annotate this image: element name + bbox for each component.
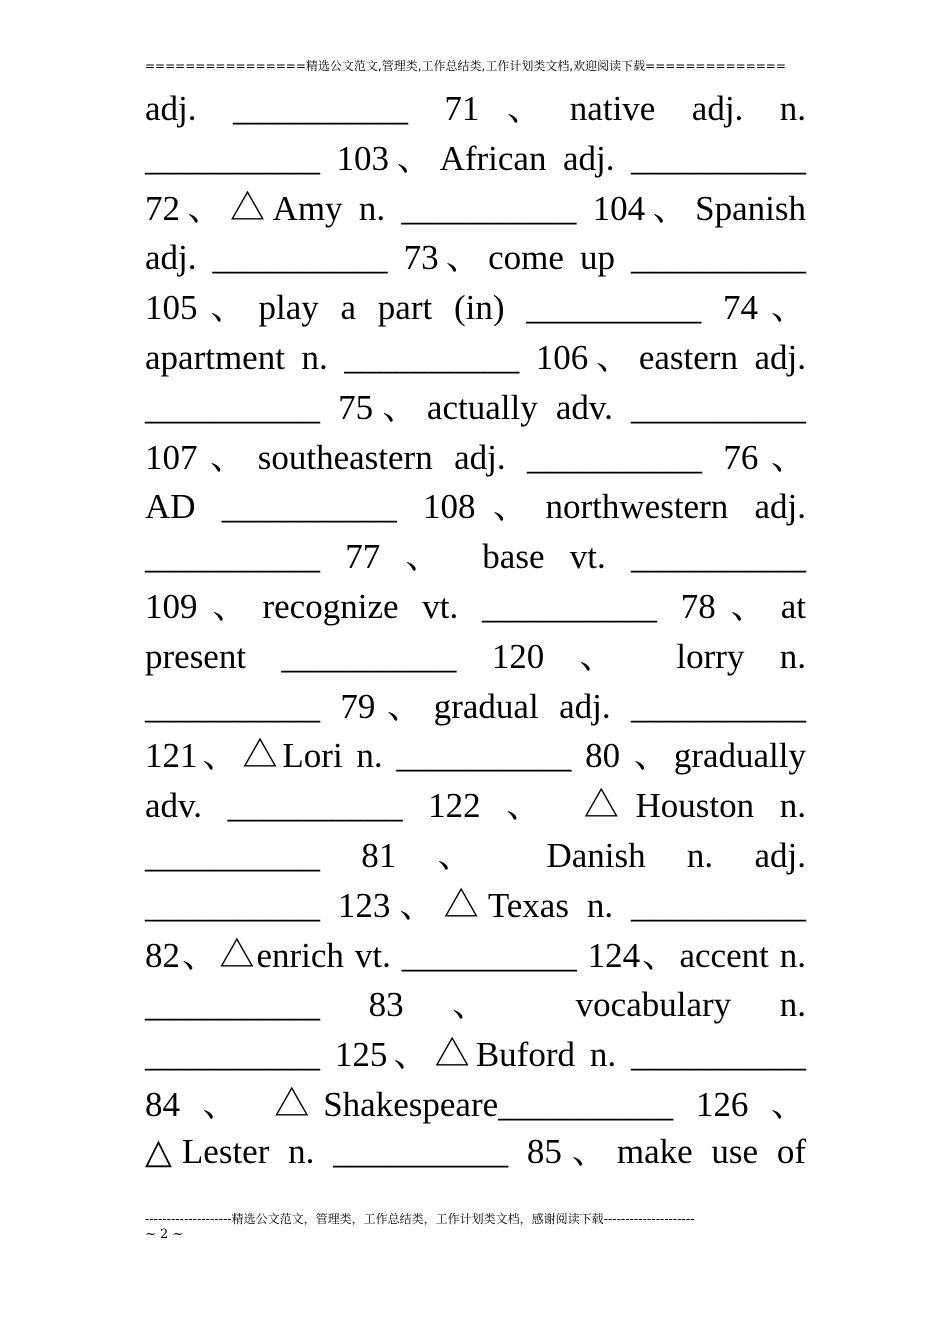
text-line: __________ 83 、 vocabulary n. [145,985,806,1025]
text-line: __________ 103、African adj. __________ [145,138,806,178]
page-footer: --------------------精选公文范文，管理类，工作总结类，工作计划类文档，感谢阅读下载--------------------- [145,1212,695,1226]
text-line: 84 、 △Shakespeare__________ 126 、 [145,1084,806,1124]
text-line: __________ 81 、 Danish n. adj. [145,835,806,875]
text-line: __________ 125、△Buford n. __________ [145,1035,806,1075]
text-line: AD __________ 108、northwestern adj. [145,487,806,527]
text-line: 121、△Lori n. __________ 80 、gradually [145,736,806,776]
text-line: △Lester n. __________ 85、make use of [145,1131,806,1171]
text-line: adv. __________ 122 、 △Houston n. [145,786,806,826]
text-line: 105、play a part (in) __________ 74、 [145,288,806,328]
text-line: 109、recognize vt. __________ 78、at [145,586,806,626]
page-header: ================精选公文范文,管理类,工作总结类,工作计划类文档,欢迎阅读下载============== [145,59,786,73]
text-line: __________ 75、actually adv. __________ [145,387,806,427]
text-line: 107、southeastern adj. __________ 76、 [145,437,806,477]
text-line: adj. __________ 73、come up __________ [145,238,806,278]
text-line: 82、△enrich vt. __________ 124、accent n. [145,935,806,975]
text-line: present __________ 120 、 lorry n. [145,636,806,676]
text-line: apartment n. __________ 106、eastern adj. [145,337,806,377]
text-line: adj. __________ 71、native adj. n. [145,89,806,128]
text-line: __________ 79、gradual adj. __________ [145,686,806,726]
vocabulary-list [145,84,806,1174]
text-line: __________ 77 、 base vt. __________ [145,537,806,577]
text-line: 72、△Amy n. __________ 104、Spanish [145,188,806,228]
text-line: __________ 123、△Texas n. __________ [145,885,806,925]
page-number: ~ 2 ~ [145,1227,184,1242]
